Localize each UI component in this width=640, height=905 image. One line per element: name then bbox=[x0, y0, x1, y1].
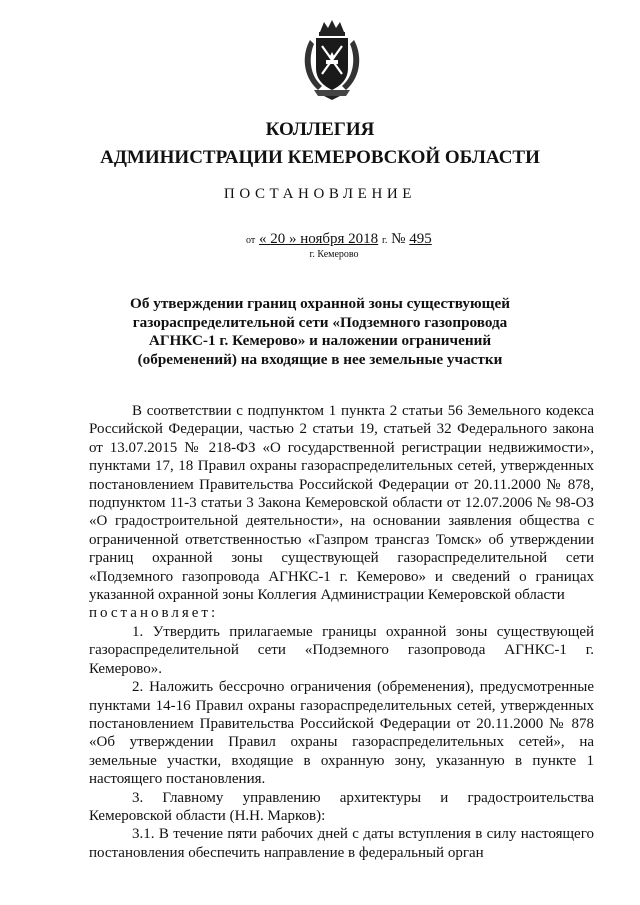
coat-of-arms-icon bbox=[300, 18, 364, 100]
org-title-line2: АДМИНИСТРАЦИИ КЕМЕРОВСКОЙ ОБЛАСТИ bbox=[100, 147, 540, 168]
item-1-paragraph: 1. Утвердить прилагаемые границы охранной зоны существующей газораспределительной сети «Подземного газопровода АГНКС-1 г. Кемерово». bbox=[89, 623, 594, 677]
document-title: Об утверждении границ охранной зоны существующей газораспределительной сети «Подземного газопровода АГНКС-1 г. Кемерово» и наложении ограничений (обременений) на входящие в нее земельные участки bbox=[130, 295, 510, 368]
item-3-paragraph: 3. Главному управлению архитектуры и градостроительства Кемеровской области (Н.Н. Марков): bbox=[89, 789, 594, 824]
document-date bbox=[259, 231, 378, 247]
preamble-paragraph: В соответствии с подпунктом 1 пункта 2 статьи 56 Земельного кодекса Российской Федерации, частью 2 статьи 19, статьей 32 Федерального закона от 13.07.2015 № 218-ФЗ «О государственной регистрации недвижимости», пунктами 17, 18 Правил охраны газораспределительных сетей, утвержденных постановлением Правительства Российской Федерации от 20.11.2000 № 878, подпунктом 11-3 статьи 3 Закона Кемеровской области от 12.07.2006 № 98-ОЗ «О градостроительной деятельности», на основании заявления общества с ограниченной ответственностью «Газпром трансгаз Томск» об утверждении границ охранной зоны существующей газораспределительной сети «Подземного газопровода АГНКС-1 г. Кемерово» и сведений о границах указанной охранной зоны Коллегия Администрации Кемеровской области bbox=[89, 403, 594, 604]
number-label: № bbox=[391, 231, 406, 247]
date-day: 20 bbox=[270, 231, 286, 247]
document-body bbox=[89, 402, 594, 862]
item-3-1-paragraph: 3.1. В течение пяти рабочих дней с даты вступления в силу настоящего постановления обеспечить направление в федеральный орган bbox=[89, 826, 594, 861]
resolves-label: постановляет: bbox=[89, 605, 219, 622]
date-month-year: ноября 2018 bbox=[300, 231, 379, 247]
date-prefix: от bbox=[246, 235, 256, 246]
org-title-line1: КОЛЛЕГИЯ bbox=[265, 119, 375, 140]
date-close-quote: » bbox=[289, 231, 297, 247]
date-suffix: г. bbox=[381, 235, 388, 246]
city: г. Кемерово bbox=[309, 249, 359, 260]
document-type: ПОСТАНОВЛЕНИЕ bbox=[223, 186, 417, 202]
document-number: 495 bbox=[409, 231, 432, 247]
date-number-line bbox=[246, 231, 432, 248]
item-2-paragraph: 2. Наложить бессрочно ограничения (обременения), предусмотренные пунктами 14-16 Правил охраны газораспределительных сетей, утвержденных постановлением Правительства Российской Федерации от 20.11.2000 № 878 «Об утверждении Правил охраны газораспределительных сетей», на земельные участки, входящие в охранную зону, указанную в пункте 1 настоящего постановления. bbox=[89, 679, 594, 788]
date-open-quote: « bbox=[259, 231, 267, 247]
